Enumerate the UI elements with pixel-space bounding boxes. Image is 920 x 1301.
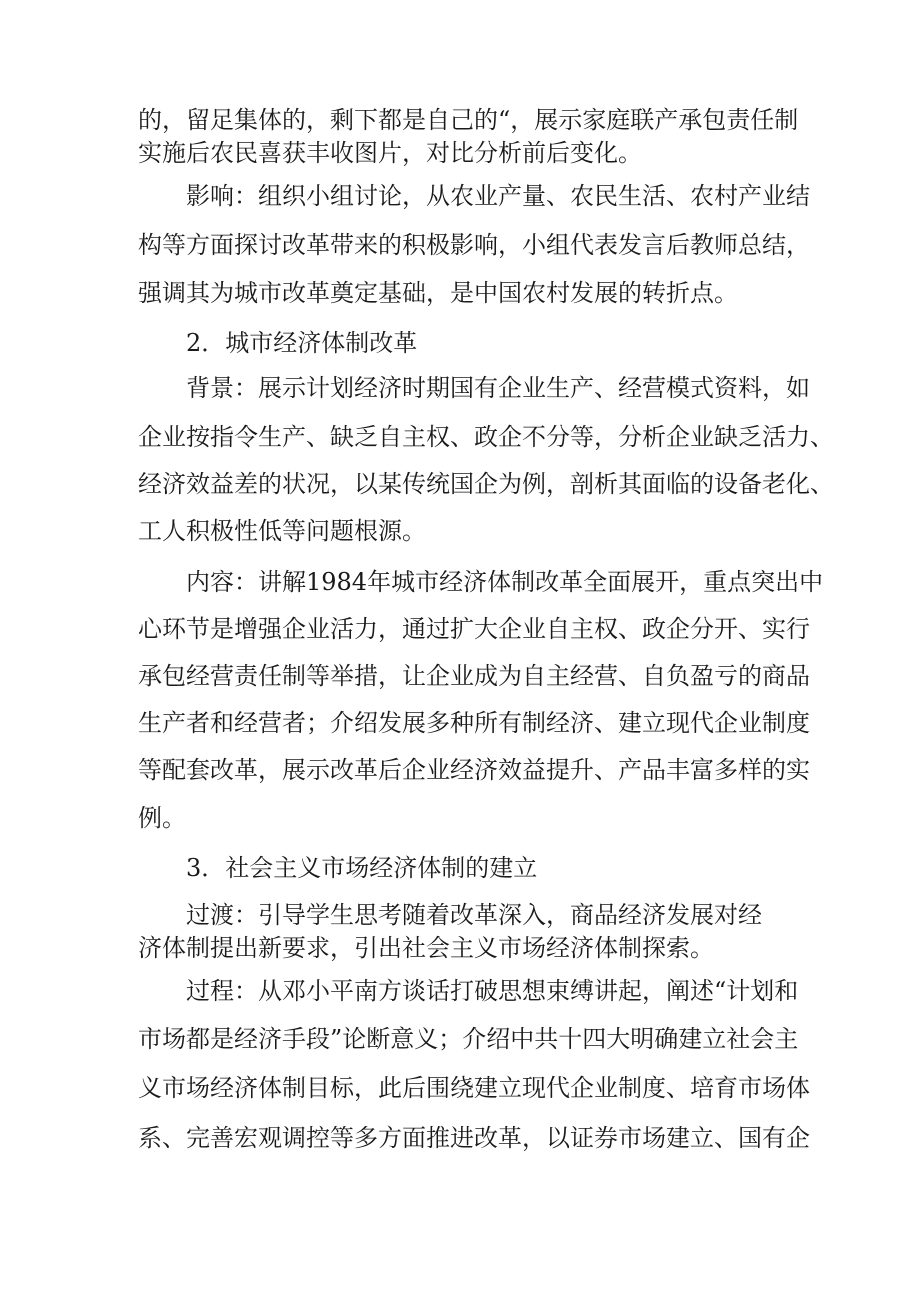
paragraph-line: 内容：讲解1984年城市经济体制改革全面展开，重点突出中 xyxy=(186,568,824,596)
paragraph-line: 义市场经济体制目标，此后围绕建立现代企业制度、培育市场体 xyxy=(138,1074,810,1102)
section-heading: 2．城市经济体制改革 xyxy=(186,329,418,357)
paragraph-line: 实施后农民喜获丰收图片，对比分析前后变化。 xyxy=(138,139,642,167)
paragraph-line: 背景：展示计划经济时期国有企业生产、经营模式资料，如 xyxy=(186,374,810,402)
paragraph-line: 市场都是经济手段”论断意义；介绍中共十四大明确建立社会主 xyxy=(138,1025,799,1053)
paragraph-line: 的，留足集体的，剩下都是自己的“，展示家庭联产承包责任制 xyxy=(138,106,799,134)
paragraph-line: 心环节是增强企业活力，通过扩大企业自主权、政企分开、实行 xyxy=(138,615,810,643)
paragraph-line: 过渡：引导学生思考随着改革深入，商品经济发展对经 xyxy=(186,901,762,929)
paragraph-line: 构等方面探讨改革带来的积极影响，小组代表发言后教师总结， xyxy=(138,231,810,259)
paragraph-line: 影响：组织小组讨论，从农业产量、农民生活、农村产业结 xyxy=(186,182,810,210)
paragraph-line: 企业按指令生产、缺乏自主权、政企不分等，分析企业缺乏活力、 xyxy=(138,423,834,451)
paragraph-line: 等配套改革，展示改革后企业经济效益提升、产品丰富多样的实 xyxy=(138,756,810,784)
paragraph-line: 强调其为城市改革奠定基础，是中国农村发展的转折点。 xyxy=(138,279,738,307)
section-heading: 3．社会主义市场经济体制的建立 xyxy=(186,854,538,882)
paragraph-line: 经济效益差的状况，以某传统国企为例，剖析其面临的设备老化、 xyxy=(138,470,834,498)
paragraph-line: 生产者和经营者；介绍发展多种所有制经济、建立现代企业制度 xyxy=(138,709,810,737)
paragraph-line: 工人积极性低等问题根源。 xyxy=(138,517,426,545)
paragraph-line: 系、完善宏观调控等多方面推进改革，以证券市场建立、国有企 xyxy=(138,1124,810,1152)
paragraph-line: 承包经营责任制等举措，让企业成为自主经营、自负盈亏的商品 xyxy=(138,662,810,690)
paragraph-line: 例。 xyxy=(138,804,186,832)
paragraph-line: 济体制提出新要求，引出社会主义市场经济体制探索。 xyxy=(138,934,714,962)
paragraph-line: 过程：从邓小平南方谈话打破思想束缚讲起，阐述“计划和 xyxy=(186,977,799,1005)
